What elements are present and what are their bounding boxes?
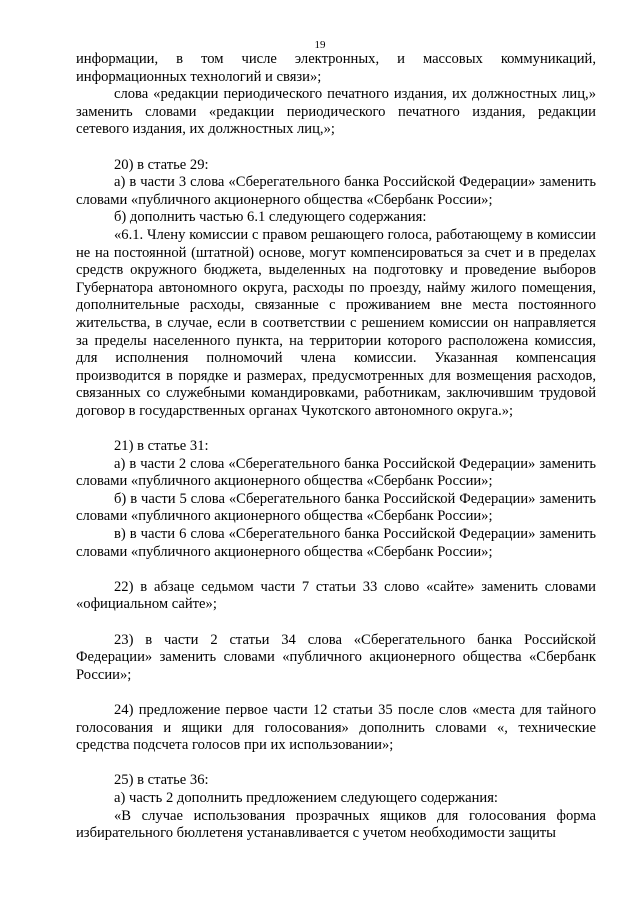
- paragraph: 25) в статье 36:: [114, 772, 209, 789]
- paragraph: а) в части 2 слова «Сберегательного банка Российской Федерации» заменить словами «публичного акционерного общества «Сбербанк России»;: [76, 455, 596, 490]
- paragraph: 20) в статье 29:: [114, 156, 209, 173]
- paragraph: «В случае использования прозрачных ящиков для голосования форма избирательного бюллетеня устанавливается с учетом необходимости защиты: [76, 807, 596, 842]
- document-body: [76, 51, 596, 843]
- page-number: 19: [314, 39, 326, 51]
- paragraph: «6.1. Члену комиссии с правом решающего голоса, работающему в комиссии не на постоянной (штатной) основе, могут компенсироваться за счет и в пределах средств окружного бюджета, выделенных на подготовку и проведение выборов Губернатора автономного округа, расходы по проезду, найму жилого помещения, дополнительные расходы, связанные с проживанием вне места постоянного жительства, в случае, если в соответствии с решением комиссии он направляется за пределы населенного пункта, на территории которого расположена комиссия, для исполнения полномочий члена комиссии. Указанная компенсация производится в порядке и размерах, предусмотренных для возмещения расходов, связанных со служебными командировками, работникам, заключившим трудовой договор в государственных органах Чукотского автономного округа.»;: [76, 226, 596, 419]
- paragraph: а) часть 2 дополнить предложением следующего содержания:: [114, 789, 498, 806]
- paragraph: слова «редакции периодического печатного издания, их должностных лиц,» заменить словами «редакции периодического печатного издания, редакции сетевого издания, их должностных лиц,»;: [76, 86, 596, 138]
- paragraph: информации, в том числе электронных, и массовых коммуникаций, информационных технологий и связи»;: [76, 51, 596, 85]
- paragraph: 21) в статье 31:: [114, 438, 209, 455]
- paragraph: 23) в части 2 статьи 34 слова «Сберегательного банка Российской Федерации» заменить словами «публичного акционерного общества «Сбербанк России»;: [76, 631, 596, 683]
- paragraph: в) в части 6 слова «Сберегательного банка Российской Федерации» заменить словами «публичного акционерного общества «Сбербанк России»;: [76, 526, 596, 560]
- paragraph: 24) предложение первое части 12 статьи 35 после слов «места для тайного голосования и ящики для голосования» дополнить словами «, технические средства подсчета голосов при их использовании»;: [76, 701, 596, 754]
- paragraph: 22) в абзаце седьмом части 7 статьи 33 слово «сайте» заменить словами «официальном сайте»;: [76, 578, 596, 613]
- paragraph: б) в части 5 слова «Сберегательного банка Российской Федерации» заменить словами «публичного акционерного общества «Сбербанк России»;: [76, 490, 596, 525]
- paragraph: а) в части 3 слова «Сберегательного банка Российской Федерации» заменить словами «публичного акционерного общества «Сбербанк России»;: [76, 174, 596, 208]
- paragraph: б) дополнить частью 6.1 следующего содержания:: [114, 209, 427, 226]
